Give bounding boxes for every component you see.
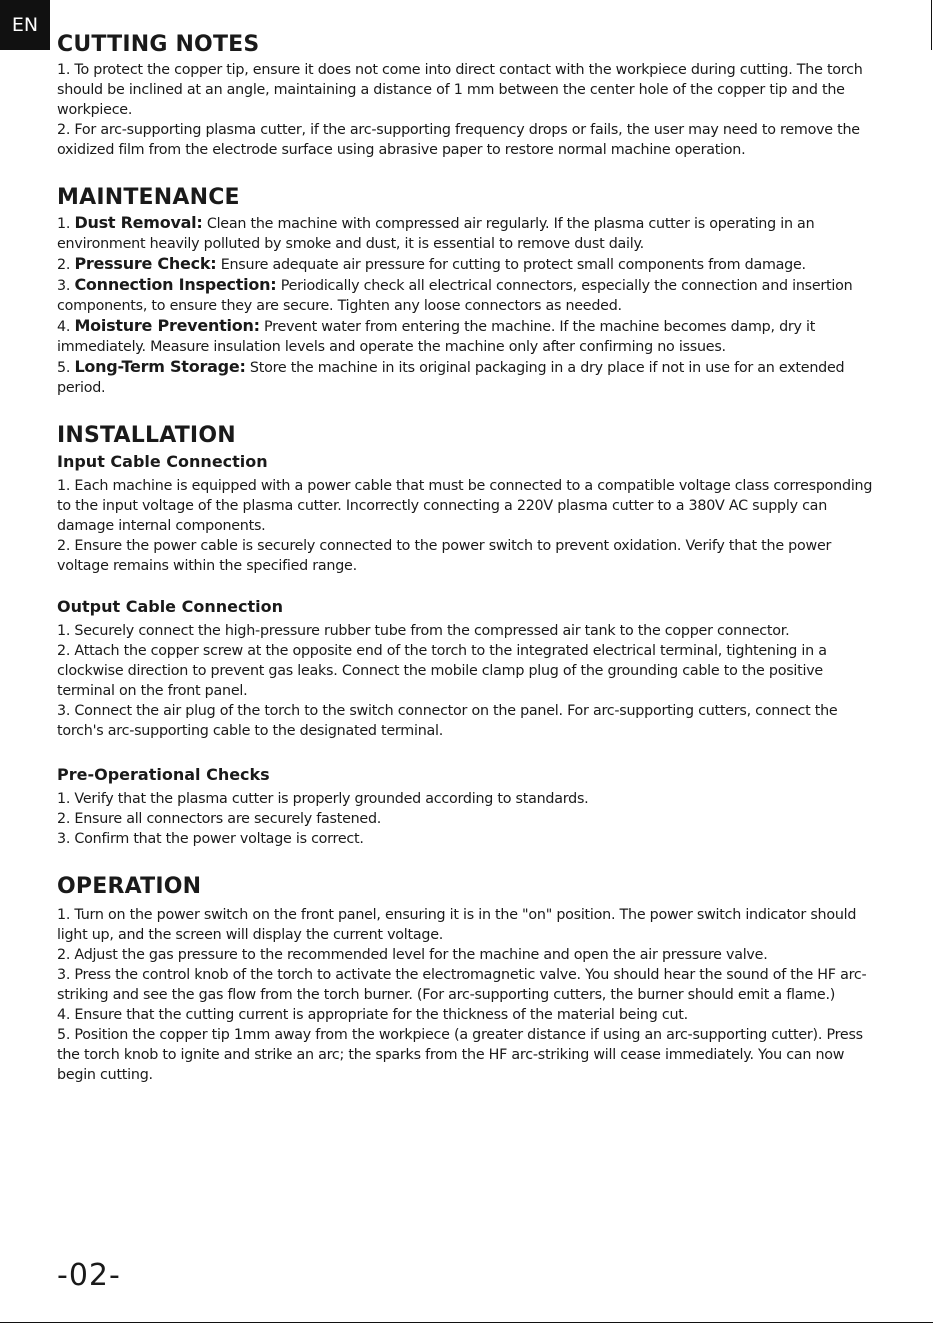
- pre-check-item: 1. Verify that the plasma cutter is properly grounded according to standards.: [57, 791, 589, 807]
- pre-check-item: 2. Ensure all connectors are securely fastened.: [57, 811, 382, 827]
- maintenance-key: Moisture Prevention:: [74, 316, 260, 335]
- cutting-notes-title: CUTTING NOTES: [57, 32, 260, 57]
- page-number: -02-: [57, 1258, 121, 1293]
- input-cable-title: Input Cable Connection: [57, 452, 268, 471]
- operation-item: 4. Ensure that the cutting current is appropriate for the thickness of the material being cut.: [57, 1007, 688, 1023]
- output-cable-item: 2. Attach the copper screw at the opposite end of the torch to the integrated electrical terminal, tightening in a clockwise direction to prevent gas leaks. Connect the mobile clamp plug of the grounding cable to the positive terminal on the front panel.: [57, 643, 827, 699]
- output-cable-item: 3. Connect the air plug of the torch to the switch connector on the panel. For arc-supporting cutters, connect the torch's arc-supporting cable to the designated terminal.: [57, 703, 838, 739]
- operation-item: 2. Adjust the gas pressure to the recommended level for the machine and open the air pressure valve.: [57, 947, 768, 963]
- page-content: [57, 30, 879, 1085]
- language-tab: EN: [0, 0, 50, 50]
- output-cable-item: 1. Securely connect the high-pressure rubber tube from the compressed air tank to the copper connector.: [57, 623, 790, 639]
- output-cable-title: Output Cable Connection: [57, 597, 283, 616]
- input-cable-item: 2. Ensure the power cable is securely connected to the power switch to prevent oxidation. Verify that the power voltage remains within the specified range.: [57, 538, 832, 574]
- maintenance-key: Long-Term Storage:: [74, 357, 246, 376]
- maintenance-item: 1. Dust Removal: Clean the machine with compressed air regularly. If the plasma cutter is operating in an environment heavily polluted by smoke and dust, it is essential to remove dust daily.: [57, 213, 815, 252]
- input-cable-item: 1. Each machine is equipped with a power cable that must be connected to a compatible voltage class corresponding to the input voltage of the plasma cutter. Incorrectly connecting a 220V plasma cutter to a 380V AC supply can damage internal components.: [57, 478, 873, 534]
- maintenance-item: 2. Pressure Check: Ensure adequate air pressure for cutting to protect small components from damage.: [57, 254, 806, 273]
- operation-item: 3. Press the control knob of the torch to activate the electromagnetic valve. You should hear the sound of the HF arc-striking and see the gas flow from the torch burner. (For arc-supporting cutters, the burner should emit a flame.): [57, 967, 867, 1003]
- operation-title: OPERATION: [57, 874, 202, 899]
- operation-item: 5. Position the copper tip 1mm away from the workpiece (a greater distance if using an arc-supporting cutter). Press the torch knob to ignite and strike an arc; the sparks from the HF arc-striking will cease immediately. You can now begin cutting.: [57, 1027, 863, 1083]
- pre-checks-title: Pre-Operational Checks: [57, 765, 270, 784]
- maintenance-item: 5. Long-Term Storage: Store the machine in its original packaging in a dry place if not in use for an extended period.: [57, 357, 845, 396]
- edge-rule: [931, 0, 932, 50]
- maintenance-title: MAINTENANCE: [57, 185, 240, 210]
- pre-check-item: 3. Confirm that the power voltage is correct.: [57, 831, 364, 847]
- maintenance-key: Connection Inspection:: [74, 275, 277, 294]
- cutting-note-item: 2. For arc-supporting plasma cutter, if the arc-supporting frequency drops or fails, the user may need to remove the oxidized film from the electrode surface using abrasive paper to restore normal machine operation.: [57, 122, 860, 158]
- footer-rule: [0, 1322, 933, 1323]
- installation-title: INSTALLATION: [57, 423, 236, 448]
- maintenance-key: Dust Removal:: [74, 213, 203, 232]
- maintenance-item: 4. Moisture Prevention: Prevent water from entering the machine. If the machine becomes damp, dry it immediately. Measure insulation levels and operate the machine only after confirming no issues.: [57, 316, 816, 355]
- maintenance-key: Pressure Check:: [74, 254, 217, 273]
- operation-item: 1. Turn on the power switch on the front panel, ensuring it is in the "on" position. The power switch indicator should light up, and the screen will display the current voltage.: [57, 907, 857, 943]
- maintenance-item: 3. Connection Inspection: Periodically check all electrical connectors, especially the connection and insertion components, to ensure they are secure. Tighten any loose connectors as needed.: [57, 275, 853, 314]
- cutting-note-item: 1. To protect the copper tip, ensure it does not come into direct contact with the workpiece during cutting. The torch should be inclined at an angle, maintaining a distance of 1 mm between the center hole of the copper tip and the workpiece.: [57, 62, 863, 118]
